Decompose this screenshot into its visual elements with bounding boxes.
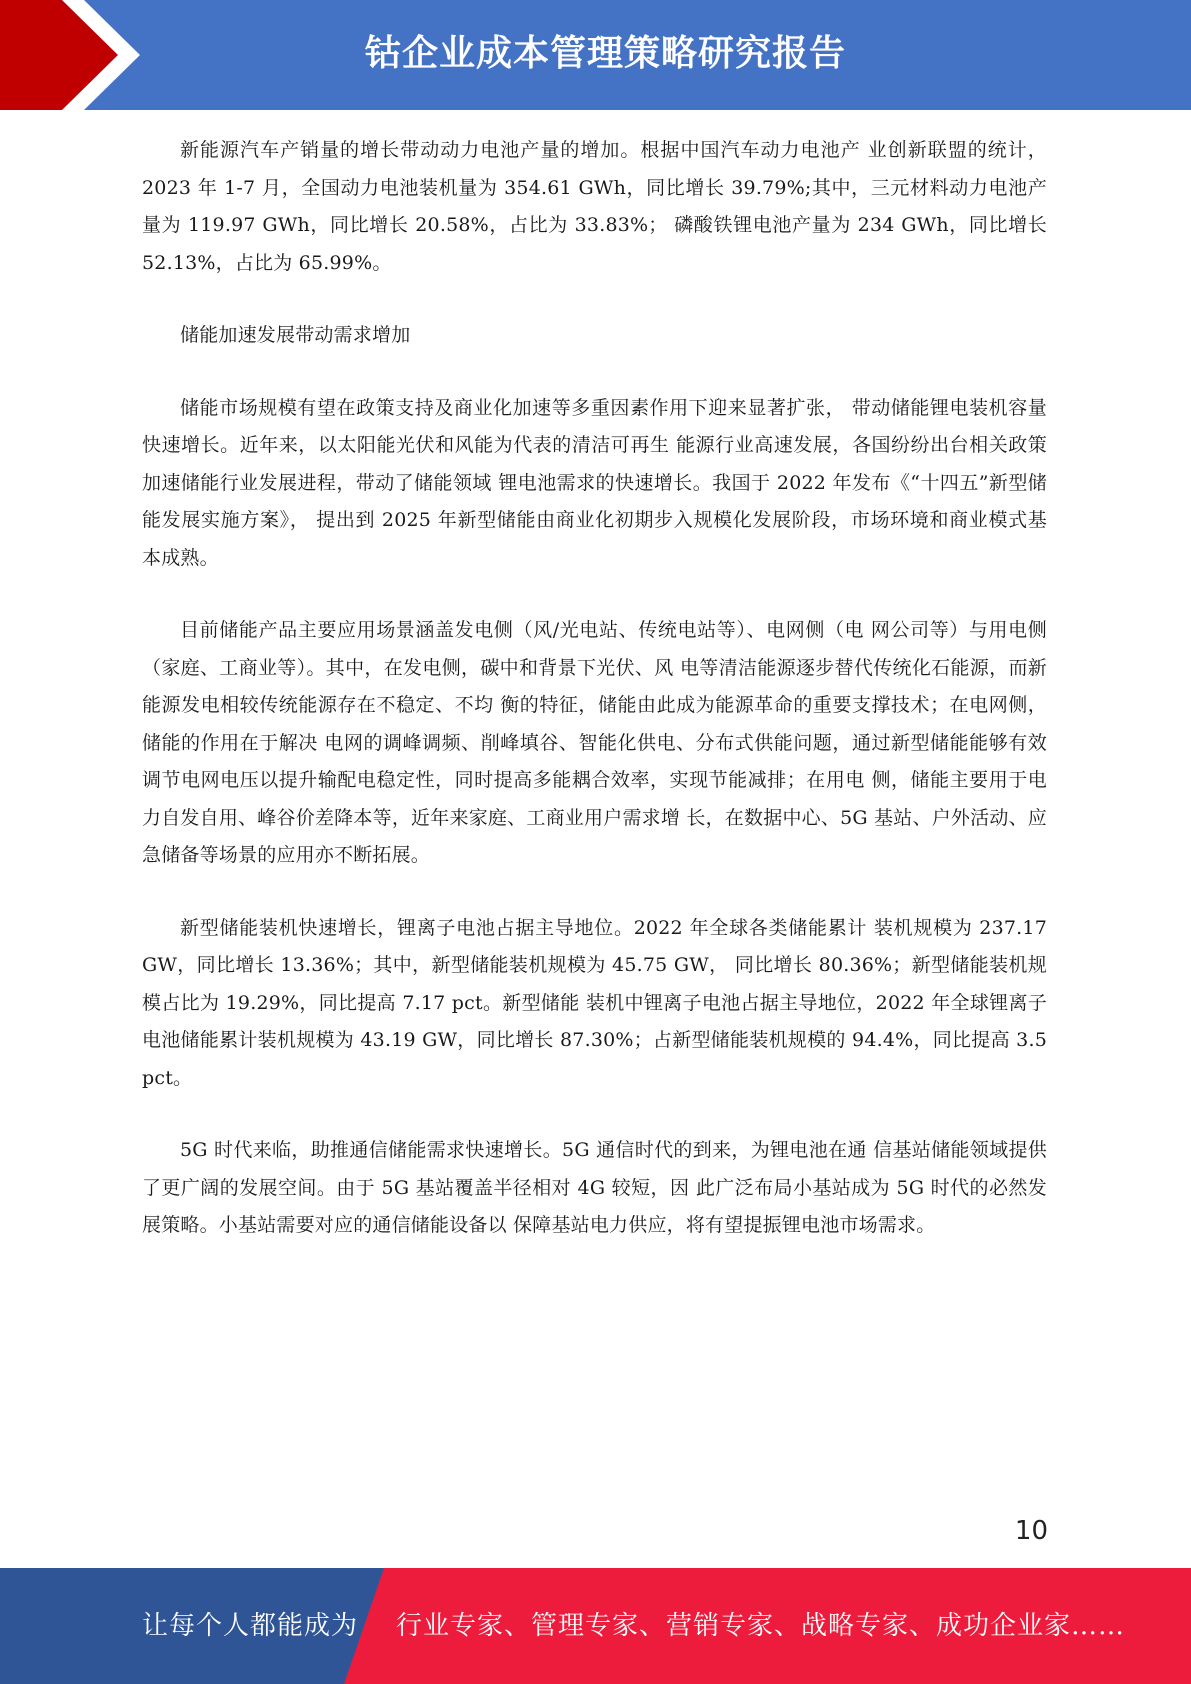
page-footer [0,1568,1191,1684]
page-header [0,0,1191,110]
page-number: 10 [1014,1516,1048,1546]
document-body [142,132,1047,1280]
footer-slogan-right: 行业专家、管理专家、营销专家、战略专家、成功企业家…… [396,1611,1126,1641]
paragraph-storage-market: 储能市场规模有望在政策支持及商业化加速等多重因素作用下迎来显著扩张， 带动储能锂电装机容量快速增长。近年来，以太阳能光伏和风能为代表的清洁可再生 能源行业高速发展，各国纷纷出台相关政策加速储能行业发展进程，带动了储能领域 锂电池需求的快速增长。我国于 2022 年发布《“十四五”新型储能发展实施方案》， 提出到 2025 年新型储能由商业化初期步入规模化发展阶段，市场环境和商业模式基 本成熟。 [142,396,1047,569]
footer-slogan-left: 让每个人都能成为 [142,1611,359,1641]
document-title: 钴企业成本管理策略研究报告 [364,33,846,74]
paragraph-storage-applications: 目前储能产品主要应用场景涵盖发电侧（风/光电站、传统电站等）、电网侧（电 网公司等）与用电侧（家庭、工商业等）。其中，在发电侧，碳中和背景下光伏、风 电等清洁能源逐步替代传统化石能源，而新能源发电相较传统能源存在不稳定、不均 衡的特征，储能由此成为能源革命的重要支撑技术；在电网侧，储能的作用在于解决 电网的调峰调频、削峰填谷、智能化供电、分布式供能问题，通过新型储能能够有效 调节电网电压以提升输配电稳定性，同时提高多能耦合效率，实现节能减排；在用电 侧，储能主要用于电力自发自用、峰谷价差降本等，近年来家庭、工商业用户需求增 长，在数据中心、5G 基站、户外活动、应急储备等场景的应用亦不断拓展。 [142,619,1047,866]
paragraph-5g-storage: 5G 时代来临，助推通信储能需求快速增长。5G 通信时代的到来，为锂电池在通 信基站储能领域提供了更广阔的发展空间。由于 5G 基站覆盖半径相对 4G 较短，因 此广泛布局小基站成为 5G 时代的必然发展策略。小基站需要对应的通信储能设备以 保障基站电力供应，将有望提振锂电池市场需求。 [142,1139,1047,1236]
paragraph-new-storage-growth: 新型储能装机快速增长，锂离子电池占据主导地位。2022 年全球各类储能累计 装机规模为 237.17 GW，同比增长 13.36%；其中，新型储能装机规模为 45.75 GW， 同比增长 80.36%；新型储能装机规模占比为 19.29%，同比提高 7.17 pct。新型储能 装机中锂离子电池占据主导地位，2022 年全球锂离子电池储能累计装机规模为 43.19 GW，同比增长 87.30%；占新型储能装机规模的 94.4%，同比提高 3.5 pct。 [142,916,1047,1089]
section-heading-energy-storage: 储能加速发展带动需求增加 [180,324,411,346]
paragraph-ev-battery: 新能源汽车产销量的增长带动动力电池产量的增加。根据中国汽车动力电池产 业创新联盟的统计，2023 年 1-7 月，全国动力电池装机量为 354.61 GWh，同比增长 39.79%;其中，三元材料动力电池产量为 119.97 GWh，同比增长 20.58%，占比为 33.83%； 磷酸铁锂电池产量为 234 GWh，同比增长 52.13%，占比为 65.99%。 [142,139,1047,274]
